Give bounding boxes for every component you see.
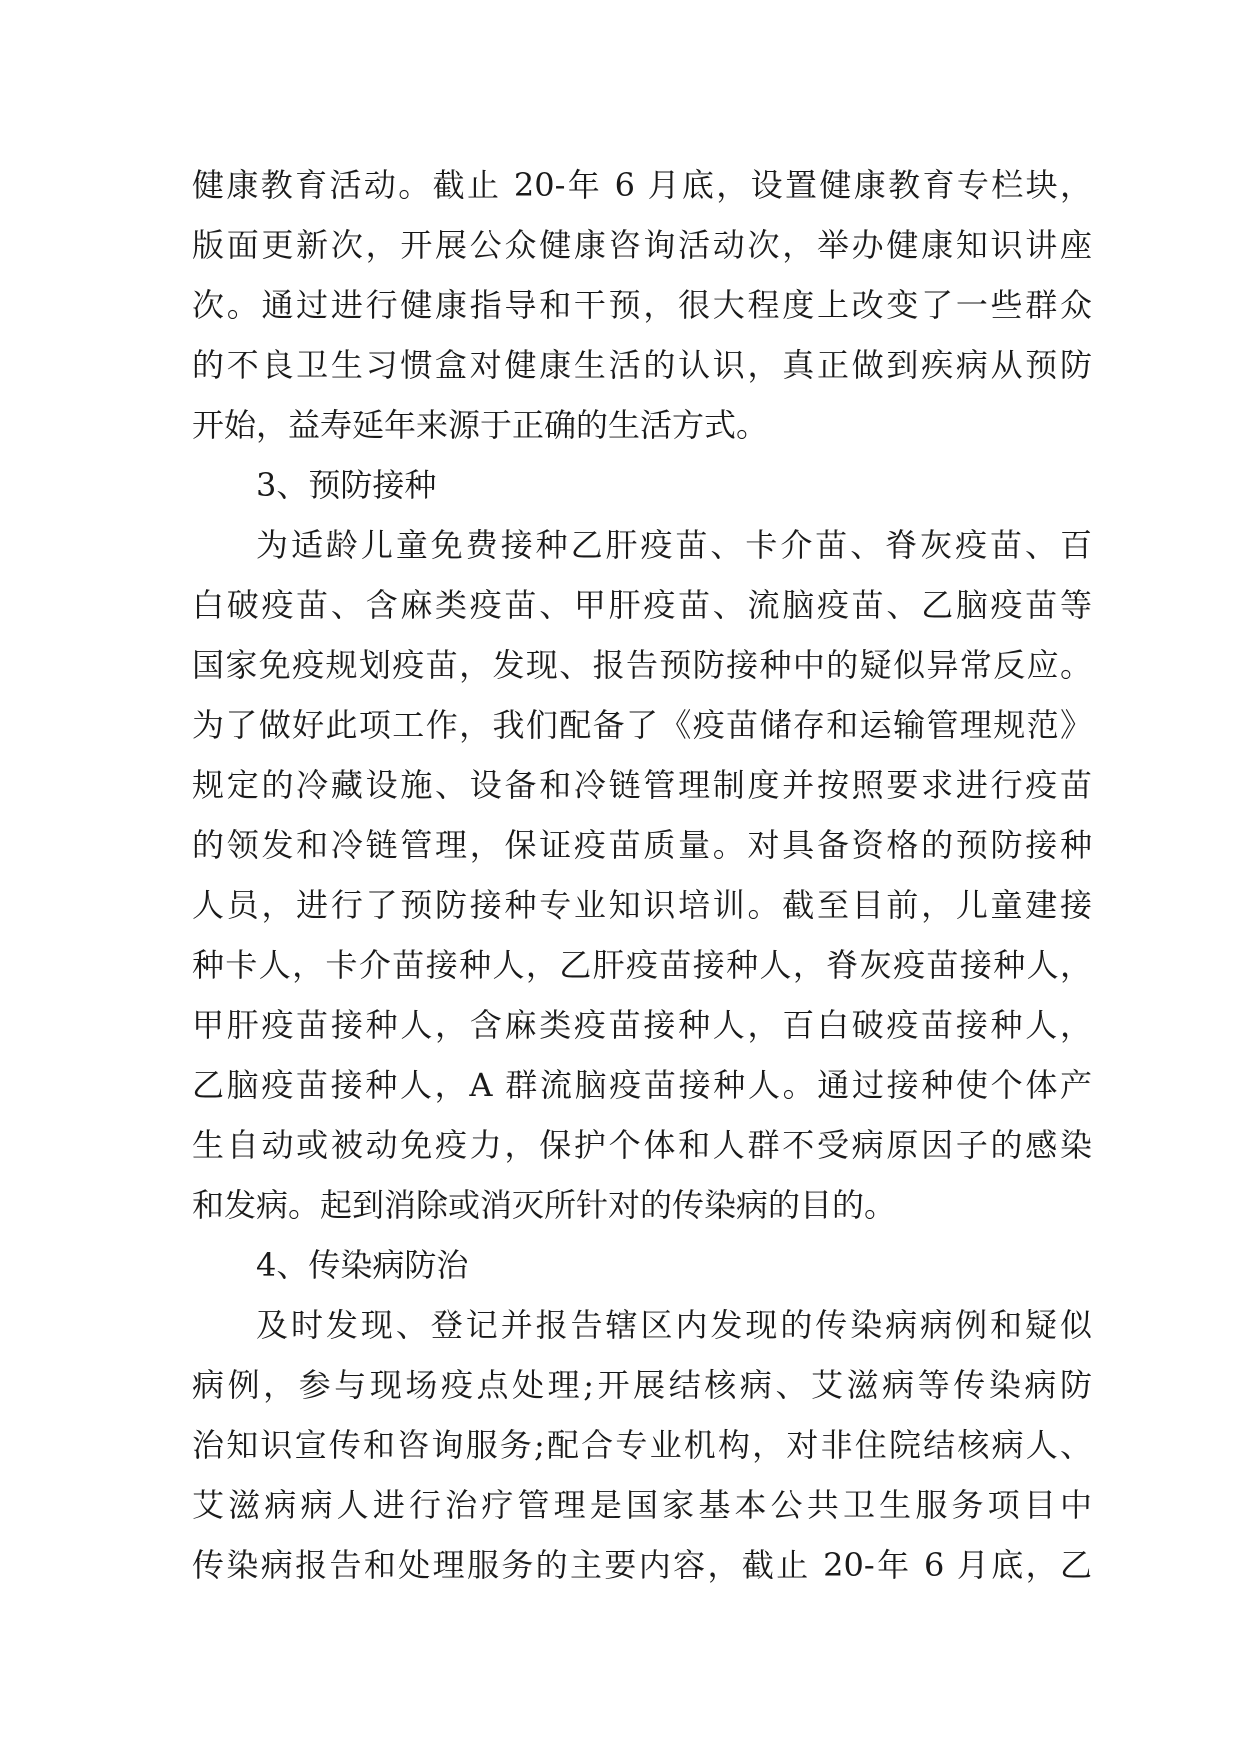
paragraph-line: 的不良卫生习惯盒对健康生活的认识，真正做到疾病从预防 [192, 346, 1092, 384]
paragraph-line: 艾滋病病人进行治疗管理是国家基本公共卫生服务项目中 [192, 1486, 1092, 1524]
paragraph-line: 传染病报告和处理服务的主要内容，截止 20-年 6 月底，乙 [192, 1546, 1092, 1584]
paragraph-line: 次。通过进行健康指导和干预，很大程度上改变了一些群众 [192, 286, 1092, 324]
paragraph-line: 乙脑疫苗接种人，A 群流脑疫苗接种人。通过接种使个体产 [192, 1066, 1092, 1104]
paragraph-line: 种卡人，卡介苗接种人，乙肝疫苗接种人，脊灰疫苗接种人， [192, 946, 1092, 984]
paragraph-line: 规定的冷藏设施、设备和冷链管理制度并按照要求进行疫苗 [192, 766, 1092, 804]
paragraph-line: 生自动或被动免疫力，保护个体和人群不受病原因子的感染 [192, 1126, 1092, 1164]
paragraph-line: 人员，进行了预防接种专业知识培训。截至目前，儿童建接 [192, 886, 1092, 924]
paragraph-line: 及时发现、登记并报告辖区内发现的传染病病例和疑似 [256, 1306, 1092, 1344]
paragraph-line: 国家免疫规划疫苗，发现、报告预防接种中的疑似异常反应。 [192, 646, 1092, 684]
paragraph-line: 甲肝疫苗接种人，含麻类疫苗接种人，百白破疫苗接种人， [192, 1006, 1092, 1044]
paragraph-line: 开始，益寿延年来源于正确的生活方式。 [192, 406, 769, 444]
section-heading-vaccination: 3、预防接种 [256, 466, 437, 504]
paragraph-line: 版面更新次，开展公众健康咨询活动次，举办健康知识讲座 [192, 226, 1092, 264]
section-heading-infectious-disease: 4、传染病防治 [256, 1246, 469, 1284]
paragraph-line: 白破疫苗、含麻类疫苗、甲肝疫苗、流脑疫苗、乙脑疫苗等 [192, 586, 1092, 624]
paragraph-line: 健康教育活动。截止 20-年 6 月底，设置健康教育专栏块， [192, 166, 1092, 204]
paragraph-line: 的领发和冷链管理，保证疫苗质量。对具备资格的预防接种 [192, 826, 1092, 864]
paragraph-line: 治知识宣传和咨询服务;配合专业机构，对非住院结核病人、 [192, 1426, 1092, 1464]
paragraph-line: 为了做好此项工作，我们配备了《疫苗储存和运输管理规范》 [192, 706, 1092, 744]
paragraph-line: 和发病。起到消除或消灭所针对的传染病的目的。 [192, 1186, 897, 1224]
paragraph-line: 病例，参与现场疫点处理;开展结核病、艾滋病等传染病防 [192, 1366, 1092, 1404]
paragraph-line: 为适龄儿童免费接种乙肝疫苗、卡介苗、脊灰疫苗、百 [256, 526, 1092, 564]
